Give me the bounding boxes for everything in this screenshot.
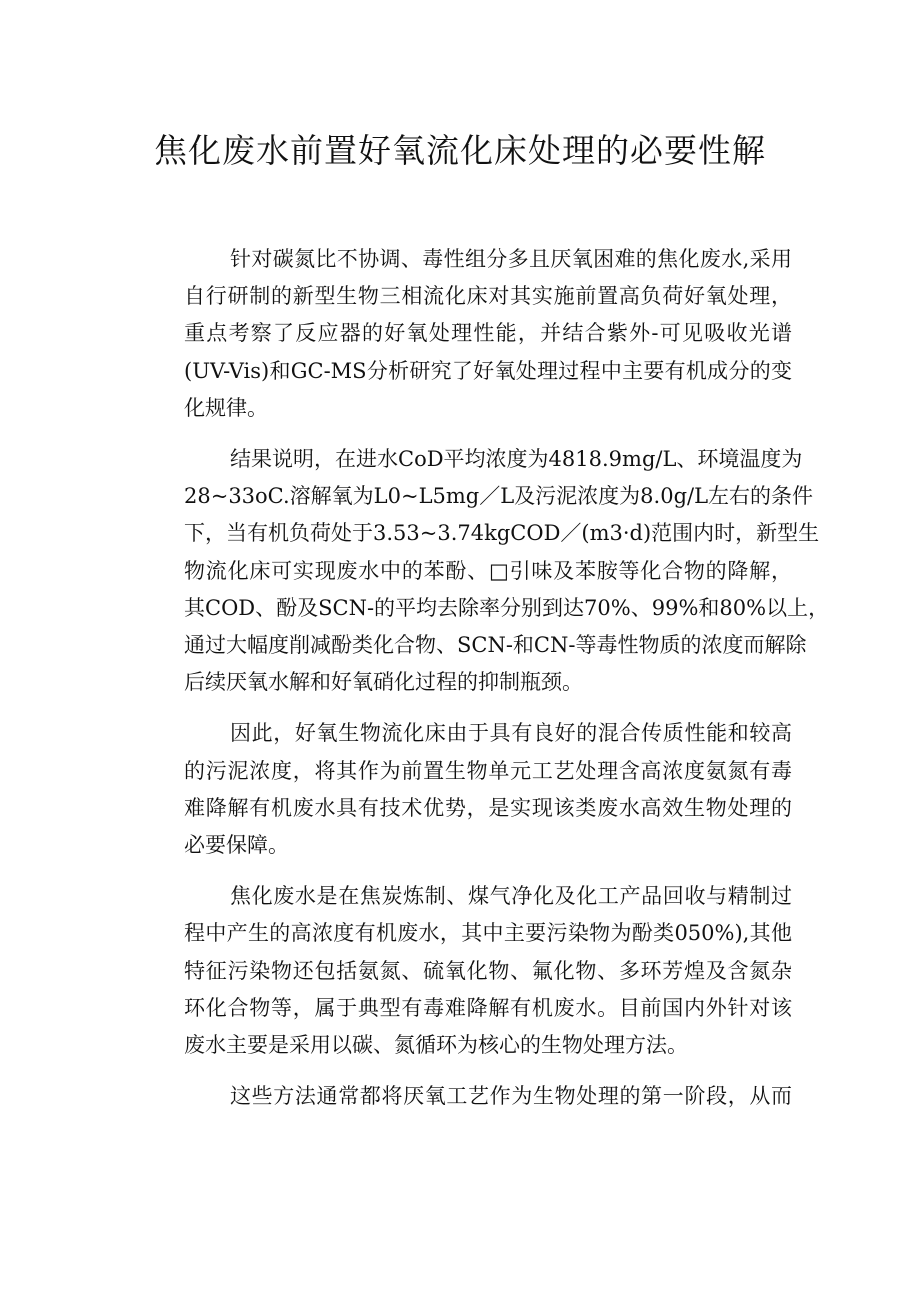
text-line: 难降解有机废水具有技术优势，是实现该类废水高效生物处理的 bbox=[184, 795, 792, 820]
text-line: 这些方法通常都将厌氧工艺作为生物处理的第一阶段，从而 bbox=[230, 1084, 792, 1109]
text-line: 28~33oC.溶解氧为L0~L5mg／L及污泥浓度为8.0g/L左右的条件 bbox=[184, 484, 814, 509]
paragraph-methods bbox=[138, 1078, 792, 1115]
text-line: 的污泥浓度，将其作为前置生物单元工艺处理含高浓度氨氮有毒 bbox=[184, 758, 792, 783]
text-line: 自行研制的新型生物三相流化床对其实施前置高负荷好氧处理， bbox=[184, 284, 792, 309]
text-line: 重点考察了反应器的好氧处理性能，并结合紫外-可见吸收光谱 bbox=[184, 321, 792, 346]
text-line: 后续厌氧水解和好氧硝化过程的抑制瓶颈。 bbox=[184, 670, 583, 695]
text-line: 通过大幅度削减酚类化合物、SCN-和CN-等毒性物质的浓度而解除 bbox=[184, 633, 807, 658]
text-line: 因此，好氧生物流化床由于具有良好的混合传质性能和较高 bbox=[230, 721, 792, 746]
text-line: (UV-Vis)和GC-MS分析研究了好氧处理过程中主要有机成分的变 bbox=[184, 358, 792, 383]
paragraph-abstract bbox=[138, 241, 792, 427]
paragraph-background bbox=[138, 878, 792, 1064]
paragraph-results bbox=[138, 441, 830, 701]
text-line: 特征污染物还包括氨氮、硫氧化物、氟化物、多环芳煌及含氮杂 bbox=[184, 958, 792, 983]
text-line: 必要保障。 bbox=[184, 833, 289, 858]
text-line: 环化合物等，属于典型有毒难降解有机废水。目前国内外针对该 bbox=[184, 995, 792, 1020]
text-line: 物流化床可实现废水中的苯酚、□引味及苯胺等化合物的降解， bbox=[184, 558, 792, 583]
text-line: 废水主要是采用以碳、氮循环为核心的生物处理方法。 bbox=[184, 1033, 688, 1058]
text-line: 化规律。 bbox=[184, 395, 268, 420]
text-line: 程中产生的高浓度有机废水，其中主要污染物为酚类050%),其他 bbox=[184, 921, 792, 946]
text-line: 结果说明，在进水CoD平均浓度为4818.9mg/L、环境温度为 bbox=[230, 447, 803, 472]
text-line: 焦化废水是在焦炭炼制、煤气净化及化工产品回收与精制过 bbox=[230, 884, 792, 909]
paragraph-conclusion bbox=[138, 715, 792, 864]
text-line: 其COD、酚及SCN-的平均去除率分别到达70%、99%和80%以上， bbox=[184, 595, 830, 620]
text-line: 下，当有机负荷处于3.53~3.74kgCOD／(m3·d)范围内时，新型生 bbox=[184, 521, 820, 546]
text-line: 针对碳氮比不协调、毒性组分多且厌氧困难的焦化废水,采用 bbox=[230, 247, 792, 271]
document-title: 焦化废水前置好氧流化床处理的必要性解 bbox=[154, 131, 766, 170]
document-body bbox=[138, 241, 830, 1129]
